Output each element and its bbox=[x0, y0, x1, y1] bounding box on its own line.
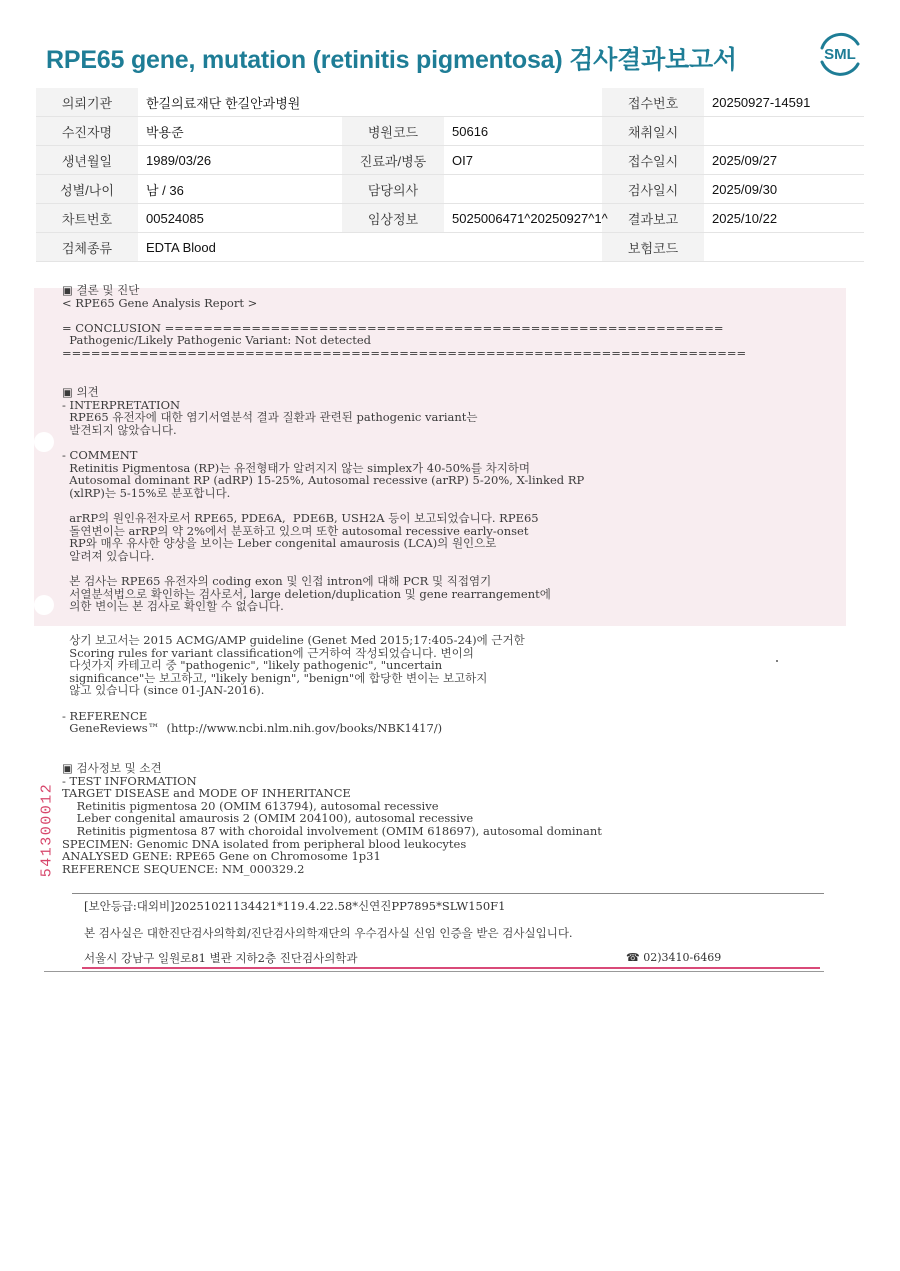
info-label: 검사일시 bbox=[602, 175, 704, 204]
report-line: Leber congenital amaurosis 2 (OMIM 204100), autosomal recessive bbox=[62, 811, 474, 826]
divider bbox=[72, 893, 824, 894]
report-line: 다섯가지 카테고리 중 "pathogenic", "likely pathogenic", "uncertain bbox=[62, 658, 443, 673]
divider bbox=[44, 971, 824, 972]
info-value: OI7 bbox=[444, 146, 602, 175]
report-line: 본 검사는 RPE65 유전자의 coding exon 및 인접 intron에 대해 PCR 및 직접염기 bbox=[62, 573, 492, 588]
report-line: ▣ 결론 및 진단 bbox=[62, 283, 140, 297]
report-line: 알려져 있습니다. bbox=[62, 548, 155, 563]
info-label: 의뢰기관 bbox=[36, 88, 138, 117]
punch-hole bbox=[34, 432, 54, 452]
info-label: 접수번호 bbox=[602, 88, 704, 117]
info-value bbox=[704, 233, 864, 262]
stamp-number: 541300012 bbox=[38, 782, 56, 878]
info-label: 결과보고 bbox=[602, 204, 704, 233]
info-row bbox=[36, 117, 864, 146]
report-line: arRP의 원인유전자로서 RPE65, PDE6A, PDE6B, USH2A 등이 보고되었습니다. RPE65 bbox=[62, 510, 539, 525]
report-title: RPE65 gene, mutation (retinitis pigmentosa) 검사결과보고서 bbox=[46, 46, 737, 74]
report-line: significance"는 보고하고, "likely benign", "benign"에 합당한 변이는 보고하지 bbox=[62, 670, 488, 685]
info-label: 생년월일 bbox=[36, 146, 138, 175]
report-line: SPECIMEN: Genomic DNA isolated from peripheral blood leukocytes bbox=[62, 836, 467, 851]
report-line: = CONCLUSION ========================================================== bbox=[62, 320, 724, 335]
report-line: < RPE65 Gene Analysis Report > bbox=[62, 295, 258, 310]
report-line: ANALYSED GENE: RPE65 Gene on Chromosome 1p31 bbox=[62, 849, 381, 864]
info-label: 병원코드 bbox=[342, 117, 444, 146]
report-line: TARGET DISEASE and MODE OF INHERITANCE bbox=[62, 786, 351, 801]
info-label: 담당의사 bbox=[342, 175, 444, 204]
info-row bbox=[36, 146, 864, 175]
report-line: 발견되지 않았습니다. bbox=[62, 422, 177, 437]
report-line bbox=[62, 697, 525, 710]
reference-block bbox=[62, 634, 525, 735]
patient-info-table bbox=[36, 88, 864, 262]
report-line: GeneReviews™ (http://www.ncbi.nlm.nih.gov/books/NBK1417/) bbox=[62, 721, 443, 736]
report-line: Retinitis pigmentosa 87 with choroidal involvement (OMIM 618697), autosomal dominant bbox=[62, 823, 602, 838]
report-line: ======================================================================= bbox=[62, 345, 747, 360]
info-value: 2025/10/22 bbox=[704, 204, 864, 233]
lab-address: 서울시 강남구 일원로81 별관 지하2층 진단검사의학과 bbox=[84, 951, 358, 965]
info-value bbox=[444, 175, 602, 204]
report-line: 않고 있습니다 (since 01-JAN-2016). bbox=[62, 683, 265, 698]
logo-text: SML bbox=[824, 46, 856, 63]
info-row bbox=[36, 175, 864, 204]
info-row bbox=[36, 88, 864, 117]
certification-text: 본 검사실은 대한진단검사의학회/진단검사의학재단의 우수검사실 신임 인증을 받은 검사실입니다. bbox=[84, 926, 573, 940]
info-value: 2025/09/27 bbox=[704, 146, 864, 175]
info-label: 접수일시 bbox=[602, 146, 704, 175]
report-line: - INTERPRETATION bbox=[62, 397, 181, 412]
report-line bbox=[62, 436, 584, 449]
accent-divider bbox=[82, 967, 820, 969]
info-label: 성별/나이 bbox=[36, 175, 138, 204]
info-label: 검체종류 bbox=[36, 233, 138, 262]
report-line: - REFERENCE bbox=[62, 708, 148, 723]
info-value bbox=[704, 117, 864, 146]
info-label: 채취일시 bbox=[602, 117, 704, 146]
info-value: 5025006471^20250927^1^ bbox=[444, 204, 602, 233]
speck bbox=[776, 660, 778, 662]
info-label: 차트번호 bbox=[36, 204, 138, 233]
conclusion-block bbox=[62, 284, 746, 360]
report-line: ▣ 검사정보 및 소견 bbox=[62, 761, 162, 775]
report-line: REFERENCE SEQUENCE: NM_000329.2 bbox=[62, 861, 305, 876]
test-information-block bbox=[62, 762, 602, 875]
interpretation-block bbox=[62, 386, 584, 613]
info-value: 00524085 bbox=[138, 204, 342, 233]
report-line: Retinitis pigmentosa 20 (OMIM 613794), autosomal recessive bbox=[62, 798, 439, 813]
punch-hole bbox=[34, 595, 54, 615]
security-line: [보안등급:대외비]20251021134421*119.4.22.58*신연진PP7895*SLW150F1 bbox=[84, 899, 506, 913]
report-line: Retinitis Pigmentosa (RP)는 유전형태가 알려지지 않는 simplex가 40-50%를 차지하며 bbox=[62, 460, 531, 475]
info-value: 한길의료재단 한길안과병원 bbox=[138, 88, 602, 117]
info-row bbox=[36, 233, 864, 262]
report-line: RP와 매우 유사한 양상을 보이는 Leber congenital amaurosis (LCA)의 원인으로 bbox=[62, 536, 497, 551]
info-value: 남 / 36 bbox=[138, 175, 342, 204]
report-line: - TEST INFORMATION bbox=[62, 773, 197, 788]
report-line: - COMMENT bbox=[62, 447, 138, 462]
info-label: 보험코드 bbox=[602, 233, 704, 262]
report-line: RPE65 유전자에 대한 염기서열분석 결과 질환과 관련된 pathogenic variant는 bbox=[62, 410, 478, 425]
info-label: 임상정보 bbox=[342, 204, 444, 233]
report-line: Autosomal dominant RP (adRP) 15-25%, Autosomal recessive (arRP) 5-20%, X-linked RP bbox=[62, 473, 585, 488]
report-line: 돌연변이는 arRP의 약 2%에서 분포하고 있으며 또한 autosomal recessive early-onset bbox=[62, 523, 529, 538]
info-value: 2025/09/30 bbox=[704, 175, 864, 204]
report-line: Pathogenic/Likely Pathogenic Variant: Not detected bbox=[62, 333, 371, 348]
report-line: ▣ 의견 bbox=[62, 385, 99, 399]
sml-logo-icon bbox=[816, 30, 864, 76]
info-value: EDTA Blood bbox=[138, 233, 602, 262]
info-label: 수진자명 bbox=[36, 117, 138, 146]
info-label: 진료과/병동 bbox=[342, 146, 444, 175]
report-line bbox=[62, 309, 746, 322]
info-value: 박용준 bbox=[138, 117, 342, 146]
report-line: 의한 변이는 본 검사로 확인할 수 없습니다. bbox=[62, 599, 284, 614]
report-line: Scoring rules for variant classification에 근거하여 작성되었습니다. 변이의 bbox=[62, 645, 474, 660]
info-value: 1989/03/26 bbox=[138, 146, 342, 175]
sml-logo bbox=[816, 30, 864, 76]
info-row bbox=[36, 204, 864, 233]
info-value: 50616 bbox=[444, 117, 602, 146]
info-value: 20250927-14591 bbox=[704, 88, 864, 117]
report-line: 상기 보고서는 2015 ACMG/AMP guideline (Genet Med 2015;17:405-24)에 근거한 bbox=[62, 633, 525, 647]
lab-phone: ☎ 02)3410-6469 bbox=[626, 951, 722, 964]
report-line: (xlRP)는 5-15%로 분포합니다. bbox=[62, 485, 231, 500]
report-line: 서열분석법으로 확인하는 검사로서, large deletion/duplication 및 gene rearrangement에 bbox=[62, 586, 551, 601]
